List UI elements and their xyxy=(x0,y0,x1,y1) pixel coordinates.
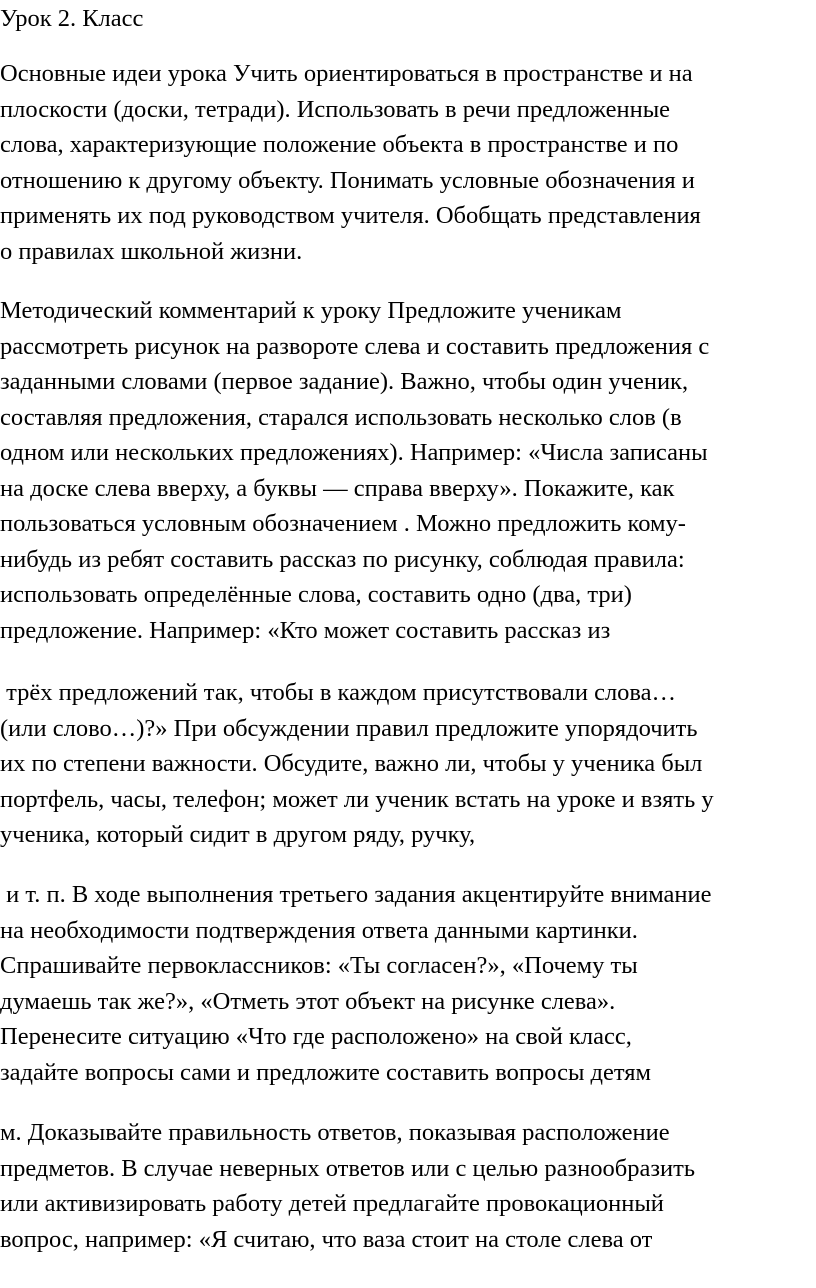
paragraph-rules-discussion xyxy=(0,675,714,853)
text-line: о правилах школьной жизни. xyxy=(0,237,303,265)
paragraph-methodical-comment xyxy=(0,293,709,648)
text-line: задайте вопросы сами и предложите составить вопросы детям xyxy=(0,1058,652,1086)
text-line: использовать определённые слова, составить одно (два, три) xyxy=(0,581,632,608)
text-line: Спрашивайте первоклассников: «Ты согласен?», «Почему ты xyxy=(0,952,638,979)
text-line: нибудь из ребят составить рассказ по рисунку, соблюдая правила: xyxy=(0,545,685,573)
paragraph-main-ideas xyxy=(0,56,701,269)
text-line: на доске слева вверху, а буквы — справа вверху». Покажите, как xyxy=(0,474,675,502)
lesson-title: Урок 2. Класс xyxy=(0,5,144,32)
text-line: одном или нескольких предложениях). Например: «Числа записаны xyxy=(0,439,708,466)
text-line: Перенесите ситуацию «Что где расположено» на свой класс, xyxy=(0,1023,632,1050)
text-line: м. Доказывайте правильность ответов, показывая расположение xyxy=(0,1119,670,1146)
text-line: предложение. Например: «Кто может составить рассказ из xyxy=(0,616,611,644)
paragraph-proving-answers xyxy=(0,1115,695,1257)
text-line: думаешь так же?», «Отметь этот объект на рисунке слева». xyxy=(0,987,616,1015)
text-line: отношению к другому объекту. Понимать условные обозначения и xyxy=(0,166,695,194)
paragraph-third-task xyxy=(0,877,712,1090)
text-line: трёх предложений так, чтобы в каждом присутствовали слова… xyxy=(0,679,677,706)
text-line: портфель, часы, телефон; может ли ученик встать на уроке и взять у xyxy=(0,785,714,813)
text-line: или активизировать работу детей предлагайте провокационный xyxy=(0,1190,664,1217)
text-line: слова, характеризующие положение объекта в пространстве и по xyxy=(0,131,679,158)
text-line: их по степени важности. Обсудите, важно ли, чтобы у ученика был xyxy=(0,750,703,777)
text-line: (или слово…)?» При обсуждении правил предложите упорядочить xyxy=(0,714,698,742)
text-line: Методический комментарий к уроку Предложите ученикам xyxy=(0,297,622,324)
text-line: пользоваться условным обозначением . Можно предложить кому- xyxy=(0,510,686,537)
text-line: применять их под руководством учителя. Обобщать представления xyxy=(0,202,701,229)
text-line: плоскости (доски, тетради). Использовать в речи предложенные xyxy=(0,95,671,123)
text-line: составляя предложения, старался использовать несколько слов (в xyxy=(0,403,682,431)
text-line: вопрос, например: «Я считаю, что ваза стоит на столе слева от xyxy=(0,1225,653,1253)
text-line: заданными словами (первое задание). Важно, чтобы один ученик, xyxy=(0,368,689,395)
text-line: Основные идеи урока Учить ориентироваться в пространстве и на xyxy=(0,60,693,87)
text-line: на необходимости подтверждения ответа данными картинки. xyxy=(0,916,638,944)
text-line: рассмотреть рисунок на развороте слева и составить предложения с xyxy=(0,332,710,360)
text-line: предметов. В случае неверных ответов или с целью разнообразить xyxy=(0,1154,696,1182)
text-line: ученика, который сидит в другом ряду, ручку, xyxy=(0,821,476,848)
text-line: и т. п. В ходе выполнения третьего задания акцентируйте внимание xyxy=(0,881,712,908)
